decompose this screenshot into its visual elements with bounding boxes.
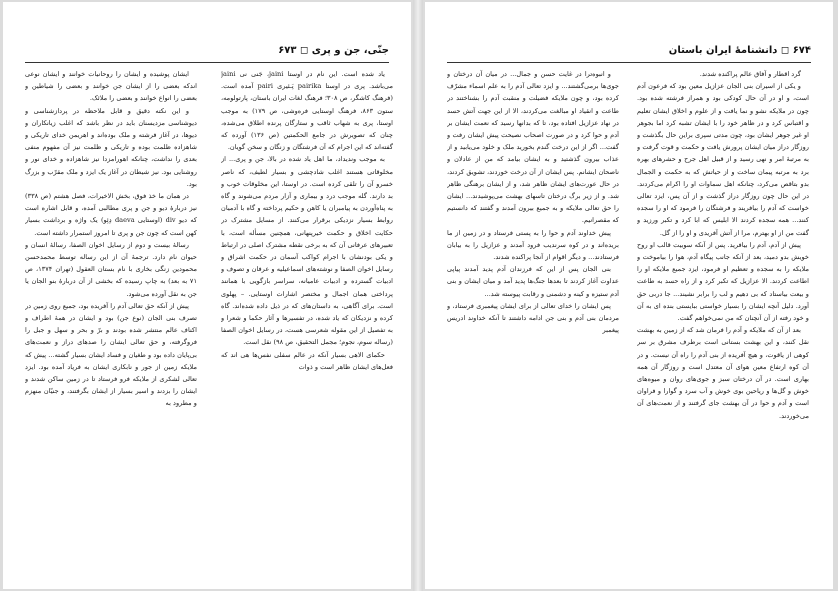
paragraph: پیش از آدم، آدم را بیافرید. پس از آنکه سوبیت قالب او روح خویش بدو دمید، بعد از آنکه جانب پیگاه آدم، هوا را بیاموخت و ملایکه را به سجده و تعظیم او فرمود، ایزد جمیع ملایکه او را اطاعت کردند. الا عزازیل که تکبر کرد و از راه حسد به طاعت و بیعت بیاستاد که بی دهیم و لب را برابر نشیند... جا دربی حق آورد. دلیل آنچه ایشان را بسیار خواستی ببایستی بنده ای به آن و خود رفته از آن آنچنان که من نمی‌خواهم گفت. xyxy=(637,240,809,323)
paragraph: ایشان پوشیده و ایشان را روحانیات خوانند و ایشان نوعی اندکه بعضی را از ایشان جن خوانند و بعضی را شیاطین و بعضی را انواع خوانند و بعضی را ملائک. xyxy=(25,70,197,103)
header-rule xyxy=(447,62,811,63)
paragraph: در همان ما خذ فوق، بخش الاخیرات، فصل هشتم (ص ۳۳۸) نیز دربارهٔ دیو و جن و پری مطالبی آمده، و قابل اشاره است که دیو div (اوستایی daeva دِئِو) یک واژه و برداشت بسیار کهن است که چون جن و پری تا امروز استمرار داشته است. xyxy=(25,192,197,237)
paragraph: پیش خداوند آدم و حوا را به پستی فرستاد و در زمین از ما بریده‌اند و در کوه سرندیب فرود آمدند و عزازیل را به بیابان فرستادند... و دیگر اقوام از آنجا پراکنده شدند. xyxy=(447,228,619,262)
paragraph: بنی الجان پس از این که فرزندان آدم پدید آمدند پیاپی عداوت آغاز کردند تا بعدها جنگ‌ها پدید آمد و میان ایشان و بنی آدم ستیزه و کینه و دشمنی و رقابت پیوسته شد... xyxy=(447,265,619,298)
paragraph: و یکی از اسیران بنی الجان عزازیل معین بود که فرعون آدم است، و او در آن حال کودکی بود و همراز فرشته شده بود. چون در ملایکه نشو و نما یافت و از علوم و اخلاق ایشان تعلیم و اقتباس کرد و در ظاهر خود را با ایشان تشبه کرد اما بجوهر او غیر جوهر ایشان بود، چون مدتی سپری براین حال بگذشت و روزگار دراز میان ایشان پرورش یافت و حکمت و قوت گرفت و به مرتبهٔ امر و نهی رسید و از قبیل اهل جرح و حشرهای بهره برد به مرتبه پیمان ساخت و از حیاتش که به حکمت و الجمال بدو بتاقص می‌کرد، چنانکه اهل سماوات او را اکرام می‌کردند. در این حال چون روزگار دراز گذشت و از آن پس، ایزد تعالی خواست که آدم را بیافریند و فرشتگان را فرمود که او را سجده کنند... همه سجده کردند الا ابلیس که ابا کرد و تکبر ورزید و گفت من از او بهترم، مرا از آتش آفریدی و او را از گل. xyxy=(637,82,809,237)
left-page xyxy=(3,2,411,589)
paragraph: پیش از آنکه حق تعالی آدم را آفریده بود، جمیع روی زمین در تصرف بنی الجان (نوع جن) بود و ایشان در همهٔ اطراف و اکناف عالم منتشر شده بودند و برّ و بحر و سهل و جبل را فروگرفته، و حق تعالی ایشان را صدهای دراز و نعمت‌های بی‌پایان داده بود و طغیان و فساد ایشان بسیار گشته... پیش که ملایکه زمین از جور و نابکاری ایشان به فریاد آمده بود. ایزد تعالی لشکری از ملایکه فرو فرستاد تا در زمین ساکن شدند و ایشان را بزدند و اسیر بسیار از ایشان بگرفتند، و جنیّان منهزم و مطرود به xyxy=(25,301,197,408)
header-rule xyxy=(25,62,389,63)
paragraph: رسالهٔ بیست و دوم از رسایل اخوان الصفا، رسالهٔ انسان و حیوان نام دارد. ترجمهٔ آن از این رساله توسط محمدحسن محمودین زنگی بخاری با نام بستان العقول (تهران ۱۳۷۴، ص ۷۱ به بعد) به چاپ رسیده که بخشی از آن دربارهٔ بنو الجان یا جن به نقل آورده می‌شود. xyxy=(25,240,197,298)
paragraph: گرد اقطار و آفاق عالم پراکنده شدند. xyxy=(699,70,801,78)
book-gutter xyxy=(413,0,423,591)
page-header: ۶۷۴ ◻ دانشنامهٔ ایران باستان xyxy=(668,45,811,56)
right-page xyxy=(425,2,833,589)
text-column-left xyxy=(25,68,197,538)
paragraph: حکمای الاهی بسیار آنکه در عالم سفلی نفس‌ها هی اند که فعل‌های ایشان ظاهر است و ذوات xyxy=(221,350,393,371)
paragraph: پس ایشان را خدای تعالی از برای ایشان پیغمبری فرستاد، و مردمان بنی آدم و بنی جن ادامه داشتند تا آنکه خداوند ادریس پیغمبر xyxy=(447,301,619,335)
paragraph: بعد از آن که ملایکه و آدم را فرمان شد که از زمین به بهشت نقل کنند، و این بهشت بستانی است برطرف مشرق بر سر کوهی از یاقوت، و هیچ آفریده از بنی آدم را راه آن نیست. و در آن کوه ارتفاع معین هوای آن معتدل است و روزگار آن همه بهاری است. در آن درختان سبز و جوی‌های روان و میوه‌های خوش و گل‌ها و ریاحین بوی خوش و آب سرد و گوارا و فراوان است و آدم و حوا در آن بهشت جای گرفتند و از نعمت‌های آن می‌خوردند. xyxy=(637,326,809,420)
paragraph: یاد شده است. این نام در اوستا jaini، جَنی نی jaini می‌باشد. پری در اوستا pairika پَـئیری pairi آمده است. (فرهنگ کاشگر، ص ۳۰۸؛ فرهنگ لغات ایران باستان، پارتولومه، ستون ۸۶۳، فرهنگ اوستایی فره‌وشی، ص ۱۷۹) به موجب اوستا، پری به شهاب ثاقب و ستارگان پرنده اطلاق می‌شده، چنان که تصویرش در جامع الحکمتین (ص ۱۳۶) آورده که گفته‌اند که این اجرام که آن فرشتگان و زنگان و سخن گویان. xyxy=(221,70,393,152)
page-header: جنّی، جن و پری ◻ ۶۷۳ xyxy=(278,45,389,56)
paragraph: و انبوه‌ترا در غایت حسن و جمال... در میان آن درختان و جوی‌ها برمی‌گشتند... و ایزد تعالی آدم را به علم اسماء مشرّف کرده بود، و چون ملایکه فضیلت و منقبت آدم را بشناختند در طاعت و انقیاد او مبالغت می‌کردند، الا از این جهت آتش حسد در نهاد عزازیل افتاده بود، تا که بدانها رسید که نعمت ایشان بر آدم و حوا کرد و در صورت اصحاب نصیحت پیش ایشان رفت و گفت... اگر از این درخت گندم بخورید ملک و خلود می‌یابید و از عذاب بیرون گذشتید و به ایشان بیامد که من از عادلان و ناصحان ایشانم. پس ایشان از آن درخت خوردند، تشویق کردند، در حال عورت‌های ایشان ظاهر شد، و از ایشان برهنگی ظاهر شد. و از زیر برگ درختان تاسهای بهشت می‌پوشیدند... ایشان را حق تعالی ملایکه و به جمیع بیرون آمدند و گفتند که دانستیم که مقصرانیم. xyxy=(447,70,619,225)
text-column-left xyxy=(447,68,619,538)
text-column-right xyxy=(637,68,809,538)
paragraph: و این نکته دقیق و قابل ملاحظه در پردازشناسی و دیوشناسی مزدیسنان باید در نظر باشد که اغلب زیانکاران و دیوها، در آغاز فرشته و ملک بوده‌اند و اهریمن خدای تاریکی و شاهزاده ظلمت بوده و تاریکی و ظلمت نیز آن مفهوم منفی بعدی را نداشت، چنانکه اهورامزدا نیز شاهزاده و خدای نور و روشنایی بود. نیز شیطان در آغاز یک ایزد و ملک مقرّب و بزرگ بود. xyxy=(25,106,197,188)
paragraph: به موجب وندیداد، ما اهل یاد شده در بالا، جن و پری... از مخلوقاتی هستند اغلب شادچشی و بسیار لطیف، که ناصر خسرو آن را تلقی کرده است. در اوستا، این مخلوقات خوب و بد دارند. گله موجب درد و بیماری و آزار مردم می‌شوند و گاه به پناه‌آوردن به پیامبران یا کاهن و حکیم پرداخته و گاه با آدمیان روابط بسیار نزدیکی برقرار می‌کنند. از مسایل مشترک در حکایت اخلاق و حکمت خیرپنهانی، همچنین مسأله است، با تعبیرهای عرفانی آن که به برخی نقطه مشترک اصلی در ارتباط و یکی بودنشان با اجرام کواکب آسمان در حکمت اشراق و رسایل اخوان الصفا و نوشته‌های اسماعیلیه و عرفان و تصوف و ادبیات گسترده و ادبیات عامیانه، سراسر بازگویی با همانند پرداختی همان اجمال و مختصر اشارات اوستایی. – پهلوی است. برای آگاهی، به داستان‌های که در ذیل داده شده‌اند. گاه کرده و نزدیکان که یاد شده، در تفسیرها و آثار حکما و شعرا و به تفصیل از این مقوله شعرسی هست، در رسایل اخوان الصفا (رساله سوم، نجوم؛ مجمل التحقیق، ص ۹۸) نقل است. xyxy=(221,155,393,347)
text-column-right xyxy=(221,68,393,538)
